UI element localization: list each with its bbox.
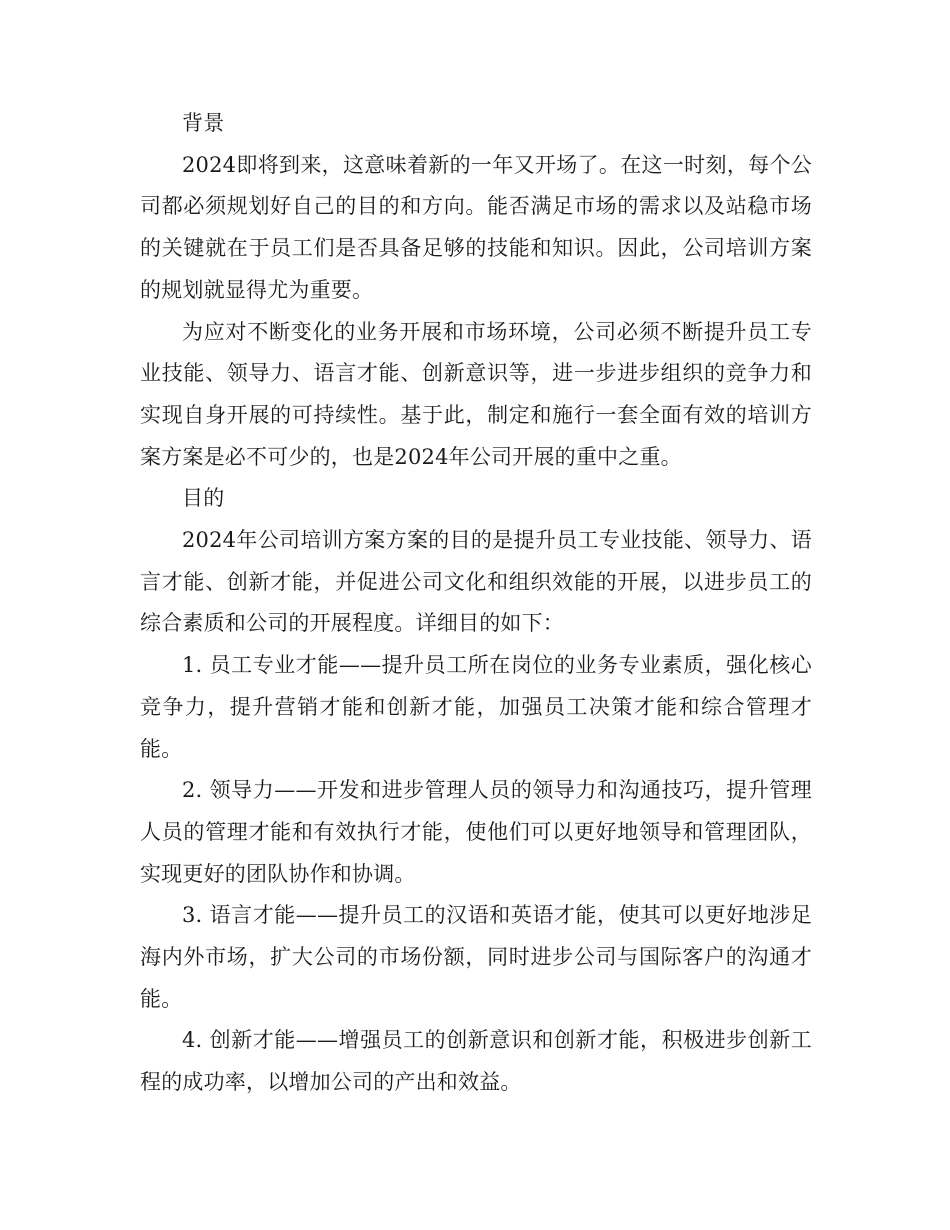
list-item: 4. 创新才能——增强员工的创新意识和创新才能，积极进步创新工程的成功率，以增加公司的产出和效益。 bbox=[140, 1028, 812, 1095]
document-body bbox=[140, 103, 812, 1104]
paragraph: 为应对不断变化的业务开展和市场环境，公司必须不断提升员工专业技能、领导力、语言才能、创新意识等，进一步进步组织的竞争力和实现自身开展的可持续性。基于此，制定和施行一套全面有效的培训方案方案是必不可少的，也是2024年公司开展的重中之重。 bbox=[140, 319, 812, 469]
list-item: 2. 领导力——开发和进步管理人员的领导力和沟通技巧，提升管理人员的管理才能和有效执行才能，使他们可以更好地领导和管理团队，实现更好的团队协作和协调。 bbox=[140, 778, 812, 886]
list-item: 3. 语言才能——提升员工的汉语和英语才能，使其可以更好地涉足海内外市场，扩大公司的市场份额，同时进步公司与国际客户的沟通才能。 bbox=[140, 903, 812, 1011]
paragraph: 2024即将到来，这意味着新的一年又开场了。在这一时刻，每个公司都必须规划好自己的目的和方向。能否满足市场的需求以及站稳市场的关键就在于员工们是否具备足够的技能和知识。因此，公司培训方案的规划就显得尤为重要。 bbox=[140, 152, 812, 302]
paragraph: 2024年公司培训方案方案的目的是提升员工专业技能、领导力、语言才能、创新才能，并促进公司文化和组织效能的开展，以进步员工的综合素质和公司的开展程度。详细目的如下： bbox=[140, 528, 812, 636]
section-heading-background: 背景 bbox=[182, 111, 225, 135]
list-item: 1. 员工专业才能——提升员工所在岗位的业务专业素质，强化核心竞争力，提升营销才能和创新才能，加强员工决策才能和综合管理才能。 bbox=[140, 653, 812, 761]
section-heading-purpose: 目的 bbox=[182, 486, 225, 511]
